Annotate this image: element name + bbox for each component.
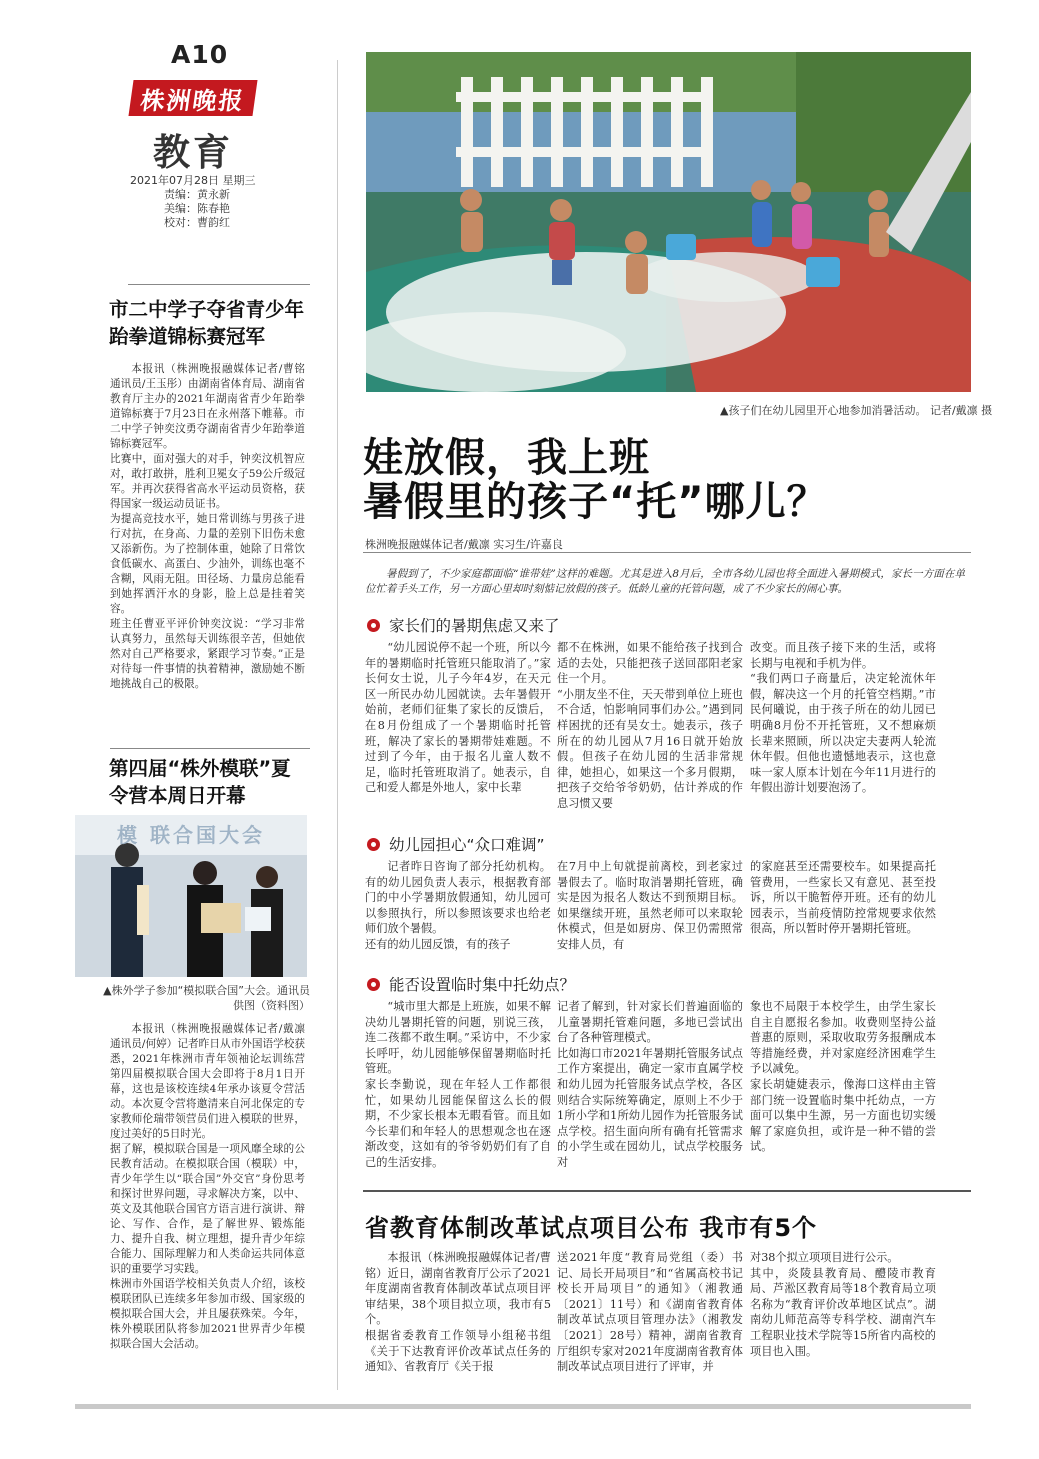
divider bbox=[128, 284, 310, 285]
side-story2-title: 第四届“株外模联”夏令营本周日开幕 bbox=[109, 757, 291, 807]
section2-col1: 记者昨日咨询了部分托幼机构。有的幼儿园负责人表示，根据教育部门的中小学暑期放假通知，幼儿园可以参照执行，所以参照该要求也给老师们放个暑假。 还有的幼儿园反馈，有的孩子 bbox=[365, 860, 551, 951]
page-number: A10 bbox=[171, 40, 229, 69]
side-story2-body: 本报讯（株洲晚报融媒体记者/戴凛 通讯员/何婷）记者昨日从市外国语学校获悉，2021年株洲市青年领袖论坛训练营第四届模拟联合国大会即将于8月1日开幕，这也是该校连续4年承办该夏令营活动。本次夏令营将邀清来自河北保定的专家教师伦瑞带领营员们进入模联的世界，度过美好的5日时光。 据了解，模拟联合国是一项风靡全球的公民教育活动。在模拟联合国（模联）中，青少年学生以“联合国”外交官”身份思考和探讨世界问题，寻求解决方案，以中、英文及其他联合国官方语言进行演讲、辩论、写作、合作，是了解世界、锻炼能力、提升自我、树立理想，提升青少年综合能力、国际理解力和人类命运共同体意识的重要学习实践。 株洲市外国语学校相关负责人介绍，该校模联团队已连续多年参加市级、国家级的模拟联合国大会，并且屡获殊荣。今年，株外模联团队将参加2021世界青少年模拟联合国大会活动。 bbox=[110, 1023, 305, 1350]
main-photo bbox=[366, 52, 971, 392]
section-title: 教育 bbox=[153, 130, 233, 174]
bottom-story-title: 省教育体制改革试点项目公布 我市有5个 bbox=[365, 1214, 818, 1242]
subhead-kindergarten bbox=[367, 833, 545, 855]
model-un-photo bbox=[75, 815, 307, 977]
subhead-text: 家长们的暑期焦虑又来了 bbox=[389, 617, 560, 635]
bottom-col3: 对38个拟立项项目进行公示。 其中，炎陵县教育局、醴陵市教育局、芦淞区教育局等18个教育局立项名称为“教育评价改革地区试点”。湖南幼儿师范高等专科学校、湖南汽车工程职业技术学院等15所省内高校的项目也入围。 bbox=[750, 1251, 936, 1358]
section3-col3: 象也不局限于本校学生，由学生家长自主自愿报名参加。收费则坚持公益普惠的原则，采取收取劳务报酬成本等措施经费，并对家庭经济困难学生予以减免。 家长胡婕婕表示，像海口这样由主管部门统一设置临时集中托幼点，一方面可以集中生源，另一方面也切实缓解了家庭负担，或许是一种不错的尝试。 bbox=[750, 1000, 936, 1154]
main-photo-caption: ▲孩子们在幼儿园里开心地参加消暑活动。 记者/戴凛 摄 bbox=[720, 404, 993, 417]
section2-col3: 的家庭甚至还需要校车。如果提高托管费用，一些家长又有意见、甚至投诉，所以干脆暂停开班。还有的幼儿园表示，当前疫情防控常规要求依然很高，所以暂时停开暑期托管班。 bbox=[750, 860, 936, 936]
bottom-col2: 送2021年度“教育局党组（委）书记、局长开局项目”和“省属高校书记校长开局项目”的通知》（湘教通〔2021〕11号）和《湖南省教育体制改革试点项目管理办法》（湘教发〔2021〕28号）精神，湖南省教育厅组织专家对2021年度湖南省教育体制改革试点项目进行了评审，并 bbox=[557, 1251, 743, 1374]
section1-col2: 都不在株洲，如果不能给孩子找到合适的去处，只能把孩子送回邵阳老家住一个月。 “小朋友坐不住，天天带到单位上班也不合适，怕影响同事们办公。”遇到同样困扰的还有吴女士。她表示，孩子所在的幼儿园从7月16日就开始放假。但孩子在幼儿园的生活非常规律，她担心，如果这一个多月假期，把孩子交给爷爷奶奶，估计养成的作息习惯又要 bbox=[557, 641, 743, 810]
bottom-col1: 本报讯（株洲晚报融媒体记者/曹铭）近日，湖南省教育厅公示了2021年度湖南省教育体制改革试点项目评审结果，38个项目拟立项，我市有5个。 根据省委教育工作领导小组秘书组《关于下达教育评价改革试点任务的通知》、省教育厅《关于报 bbox=[365, 1251, 551, 1374]
photo-banner-text: 模 联合国大会 bbox=[117, 823, 265, 847]
section1-col3: 改变。而且孩子接下来的生活，或将长期与电视和手机为伴。 “我们两口子商量后，决定轮流休年假，解决这一个月的托管空档期。”市民何曦说，由于孩子所在的幼儿园已明确8月份不开托管班，又不想麻烦长辈来照顾，所以决定夫妻两人轮流休年假。但他也遗憾地表示，这也意味一家人原本计划在今年11月进行的年假出游计划要泡汤了。 bbox=[750, 641, 936, 795]
section2-col2: 在7月中上旬就提前离校，到老家过暑假去了。临时取消暑期托管班，确实是因为报名人数达不到预期目标。如果继续开班，虽然老师可以来取轮休模式，但是如厨房、保卫仍需照常安排人员，有 bbox=[557, 860, 743, 951]
divider bbox=[363, 1190, 971, 1192]
bullet-icon bbox=[367, 838, 380, 851]
footer-rule bbox=[75, 1404, 971, 1409]
side-story2-caption: ▲株外学子参加“模拟联合国”大会。通讯员供图（资料图） bbox=[103, 984, 310, 1012]
section1-col1: “幼儿园说停不起一个班，所以今年的暑期临时托管班只能取消了。”家长何女士说，儿子今年4岁，在天元区一所民办幼儿园就读。去年暑假开始前，老师们征集了家长的反馈后，在8月份组成了一个暑期临时托管班，解决了家长的暑期带娃难题。不过到了今年，由于报名儿童人数不足，临时托管班取消了。她表示，自己和爱人都是外地人，家中长辈 bbox=[365, 641, 551, 795]
date-line: 2021年07月28日 星期三 bbox=[130, 174, 256, 187]
column-divider bbox=[337, 60, 338, 1390]
lead-title-line2: 暑假里的孩子“托”哪儿？ bbox=[363, 479, 828, 525]
lead-title-line1: 娃放假，我上班 bbox=[363, 435, 650, 481]
side-story1-body: 本报讯（株洲晚报融媒体记者/曹铭 通讯员/王玉彤）由湖南省体育局、湖南省教育厅主办的2021年湖南省青少年跆拳道锦标赛于7月23日在永州落下帷幕。市二中学子钟奕汶勇夺湖南省青少年跆拳道锦标赛冠军。 比赛中，面对强大的对手，钟奕汶机智应对，敢打敢拼，胜利卫冕女子59公斤级冠军。并再次获得省高水平运动员资格，获得国家一级运动员证书。 为提高竞技水平，她日常训练与男孩子进行对抗，在身高、力量的差别下旧伤未愈又添新伤。为了控制体重，她除了日常饮食低碳水、高蛋白、少油外，训练也毫不含糊，风雨无阻。田径场、力量房总能看到她挥洒汗水的身影，脸上总是挂着笑容。 班主任曹亚平评价钟奕汶说：“学习非常认真努力，虽然每天训练很辛苦，但她依然对自己严格要求，紧跟学习节奏。”正是对待每一件事情的执着精神，激励她不断地挑战自己的极限。 bbox=[110, 363, 305, 690]
divider bbox=[110, 748, 310, 749]
newspaper-logo: 株洲晚报 bbox=[128, 80, 257, 116]
divider bbox=[363, 552, 971, 553]
section3-col1: “城市里大都是上班族，如果不解决幼儿暑期托管的问题，别说三孩，连二孩都不敢生啊。”采访中，不少家长呼吁，幼儿园能够保留暑期临时托管班。 家长李勤说，现在年轻人工作都很忙，如果幼儿园能保留这么长的假期，不少家长根本无暇看管。而且如今长辈们和年轻人的思想观念也在逐渐改变，这如有的爷爷奶奶们有了自己的生活安排。 bbox=[365, 1000, 551, 1169]
side-story1-title: 市二中学子夺省青少年跆拳道锦标赛冠军 bbox=[109, 298, 305, 348]
bullet-icon bbox=[367, 619, 380, 632]
designer-credit: 美编：陈春艳 bbox=[164, 202, 230, 215]
kids-foam-party-illustration bbox=[366, 52, 971, 392]
subhead-temporary-center bbox=[367, 973, 575, 995]
bullet-icon bbox=[367, 978, 380, 991]
subhead-text: 幼儿园担心“众口难调” bbox=[389, 836, 545, 854]
lead-intro: 暑假到了，不少家庭都面临“谁带娃”这样的难题。尤其是进入8月后，全市各幼儿园也将全面进入暑期模式，家长一方面在单位忙着手头工作，另一方面心里却时刻惦记放假的孩子。低龄儿童的托管问题，成了不少家长的闹心事。 bbox=[365, 568, 965, 595]
proofreader-credit: 校对：曹韵红 bbox=[164, 216, 230, 229]
subhead-parents-anxiety bbox=[367, 614, 560, 636]
editor-credit: 责编：黄永新 bbox=[164, 188, 230, 201]
subhead-text: 能否设置临时集中托幼点？ bbox=[389, 976, 576, 994]
lead-byline: 株洲晚报融媒体记者/戴凛 实习生/许嘉良 bbox=[365, 538, 563, 551]
section3-col2: 记者了解到，针对家长们普遍面临的儿童暑期托管难问题，多地已尝试出台了各种管理模式。 比如海口市2021年暑期托管服务试点工作方案提出，确定一家市直属学校和幼儿园为托管服务试点学校，各区则结合实际统筹确定，原则上不少于1所小学和1所幼儿园作为托管服务试点学校。招生面向所有确有托管需求的小学生或在园幼儿，试点学校服务对 bbox=[557, 1000, 743, 1169]
